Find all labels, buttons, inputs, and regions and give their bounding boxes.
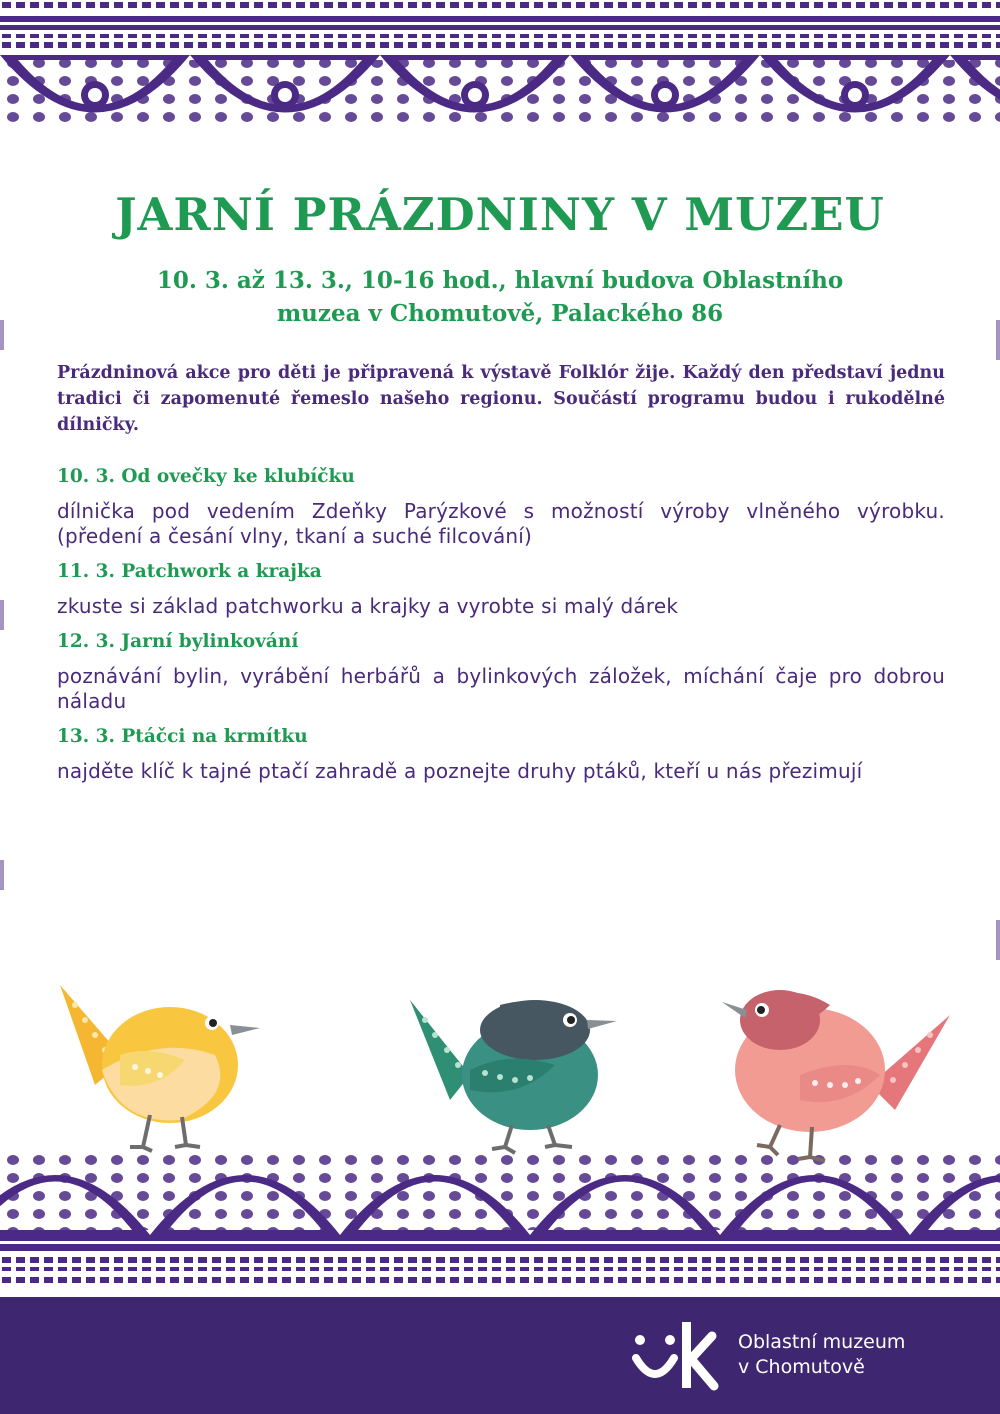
yellow-bird-icon (60, 985, 260, 1151)
program-item-description: poznávání bylin, vyrábění herbářů a bylinkových záložek, míchání čaje pro dobrou náladu (57, 664, 945, 713)
program-item-title: 10. 3. Od ovečky ke klubíčku (57, 466, 355, 487)
subtitle-line-1: 10. 3. až 13. 3., 10-16 hod., hlavní budova Oblastního (156, 267, 844, 294)
logo-line-2: v Chomutově (738, 1356, 865, 1378)
program-item (57, 630, 945, 714)
museum-logo-icon (630, 1318, 720, 1393)
program-item-description: zkuste si základ patchworku a krajky a vyrobte si malý dárek (57, 594, 679, 618)
pink-bird-icon (722, 990, 950, 1161)
left-edge-decoration (0, 300, 8, 1000)
intro-paragraph: Prázdninová akce pro děti je připravená k výstavě Folklór žije. Každý den představí jednu tradici či zapomenuté řemeslo našeho regionu. Součástí programu budou i rukodělné dílničky. (57, 363, 945, 435)
program-item (57, 465, 945, 549)
program-item (57, 560, 945, 619)
museum-logo-text (738, 1330, 905, 1380)
program-item-description: dílnička pod vedením Zdeňky Parýzkové s možností výroby vlněného výrobku. (předení a česání vlny, tkaní a suché filcování) (57, 499, 945, 548)
right-edge-decoration (992, 300, 1000, 1000)
birds-illustration (0, 975, 1000, 1175)
program-list (57, 465, 945, 795)
program-item (57, 725, 945, 784)
page-title: JARNÍ PRÁZDNINY V MUZEU (115, 188, 885, 241)
subtitle-line-2: muzea v Chomutově, Palackého 86 (276, 300, 724, 327)
program-item-title: 13. 3. Ptáčci na krmítku (57, 726, 308, 747)
program-item-description: najděte klíč k tajné ptačí zahradě a poznejte druhy ptáků, kteří u nás přezimují (57, 759, 863, 783)
program-item-title: 11. 3. Patchwork a krajka (57, 561, 322, 582)
logo-line-1: Oblastní muzeum (738, 1331, 906, 1353)
teal-bird-icon (410, 1000, 617, 1153)
program-item-title: 12. 3. Jarní bylinkování (57, 631, 299, 652)
event-date-location (40, 264, 960, 330)
lace-border-top (0, 0, 1000, 170)
